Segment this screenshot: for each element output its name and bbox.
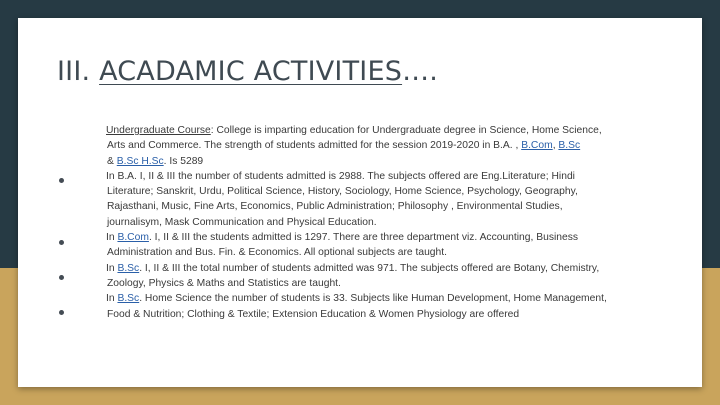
bullet-4-line-2: Food & Nutrition; Clothing & Textile; Extension Education & Women Physiology are offered	[107, 308, 520, 320]
bullet-1-line-3: Rajasthani, Music, Fine Arts, Economics, Public Administration; Philosophy , Environmental Studies,	[107, 201, 563, 213]
bullet-2-pre: In	[106, 232, 118, 244]
bsc-link[interactable]: B.Sc	[558, 140, 581, 152]
bullet-dot-4	[59, 310, 64, 315]
bullet-4-pre: In	[106, 293, 118, 305]
slide-body	[106, 123, 646, 322]
bullet-3-line-1	[106, 261, 646, 276]
bsc-link-2[interactable]: B.Sc	[117, 262, 140, 274]
bullet-4-line-1	[106, 291, 646, 306]
intro-line-2-text: Arts and Commerce. The strength of students admitted for the session 2019-2020 in B.A. ,	[107, 140, 522, 152]
intro-line-1-text: : College is imparting education for Undergraduate degree in Science, Home Science,	[210, 125, 602, 136]
intro-line-2	[106, 138, 646, 153]
bullet-2-post: . I, II & III the students admitted is 1297. There are three department viz. Accounting, Business	[148, 232, 579, 244]
intro-lead: Undergraduate Course	[106, 125, 211, 136]
bullet-2-line-2: Administration and Bus. Fin. & Economics. All optional subjects are taught.	[107, 247, 447, 259]
bullet-dot-2	[59, 240, 64, 245]
bullet-1-line-1: In B.A. I, II & III the number of students admitted is 2988. The subjects offered are Eng.Literature; Hindi	[106, 170, 575, 182]
bullet-dot-1	[59, 178, 64, 183]
bullet-3-line-2: Zoology, Physics & Maths and Statistics are taught.	[107, 277, 341, 289]
bullet-1-line-2: Literature; Sanskrit, Urdu, Political Science, History, Sociology, Home Science, Psychology, Geography,	[107, 186, 578, 198]
title-main: ACADAMIC ACTIVITIES	[99, 56, 403, 87]
bullet-1-line-4: journalisym, Mask Communication and Physical Education.	[107, 216, 377, 228]
bullet-4-post: . Home Science the number of students is 33. Subjects like Human Development, Home Management,	[139, 293, 607, 305]
intro-line-3-pre: &	[107, 155, 117, 167]
bullet-dot-3	[59, 275, 64, 280]
bsc-link-3[interactable]: B.Sc	[117, 293, 140, 305]
intro-line-3	[106, 154, 646, 169]
intro-line-1	[106, 123, 646, 138]
bullet-2-line-1	[106, 230, 646, 245]
intro-line-3-post: . Is 5289	[163, 155, 204, 167]
title-prefix: III.	[57, 56, 100, 87]
bsc-hsc-link[interactable]: B.Sc H.Sc	[116, 155, 164, 167]
intro-sep: ,	[552, 140, 559, 152]
title-suffix: ….	[402, 56, 439, 87]
bcom-link-2[interactable]: B.Com	[117, 232, 149, 244]
slide-title	[57, 56, 438, 87]
bcom-link[interactable]: B.Com	[521, 140, 553, 152]
bullet-3-post: . I, II & III the total number of students admitted was 971. The subjects offered are Botany, Chemistry,	[139, 262, 600, 274]
bullet-3-pre: In	[106, 262, 118, 274]
